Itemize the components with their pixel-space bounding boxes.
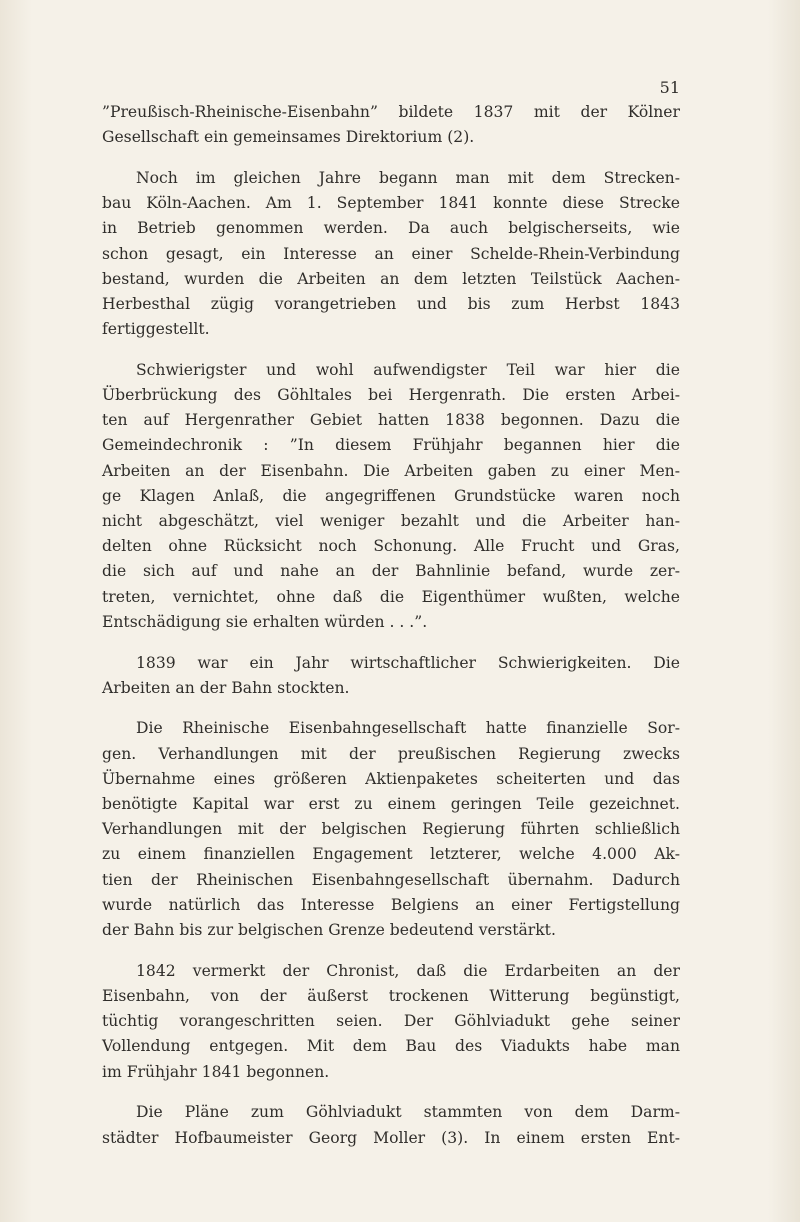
- text-line: tüchtig vorangeschritten seien. Der Göhlviadukt gehe seiner: [102, 1012, 680, 1031]
- text-line: schon gesagt, ein Interesse an einer Schelde-Rhein-Verbindung: [102, 244, 680, 263]
- text-line: städter Hofbaumeister Georg Moller (3). In einem ersten Ent-: [102, 1128, 680, 1147]
- text-line: Gesellschaft ein gemeinsames Direktorium (2).: [102, 128, 475, 147]
- text-line: Eisenbahn, von der äußerst trockenen Witterung begünstigt,: [102, 987, 680, 1005]
- text-line: Die Pläne zum Göhlviadukt stammten von dem Darm-: [136, 1103, 680, 1122]
- text-line: delten ohne Rücksicht noch Schonung. Alle Frucht und Gras,: [102, 537, 680, 556]
- text-line: bau Köln-Aachen. Am 1. September 1841 konnte diese Strecke: [102, 194, 680, 213]
- body-text: [102, 100, 680, 1166]
- paragraph: [102, 358, 680, 635]
- text-line: Herbesthal zügig vorangetrieben und bis zum Herbst 1843: [102, 294, 680, 313]
- text-line: nicht abgeschätzt, viel weniger bezahlt und die Arbeiter han-: [102, 512, 680, 531]
- text-line: Die Rheinische Eisenbahngesellschaft hatte finanzielle Sor-: [136, 719, 680, 738]
- text-line: Arbeiten an der Bahn stockten.: [102, 678, 350, 697]
- text-line: fertiggestellt.: [102, 320, 210, 339]
- text-line: ge Klagen Anlaß, die angegriffenen Grundstücke waren noch: [102, 486, 680, 505]
- text-line: Vollendung entgegen. Mit dem Bau des Viadukts habe man: [102, 1037, 680, 1056]
- text-line: Entschädigung sie erhalten würden . . .”.: [102, 612, 428, 631]
- text-line: wurde natürlich das Interesse Belgiens an einer Fertigstellung: [102, 895, 680, 914]
- text-line: Verhandlungen mit der belgischen Regierung führten schließlich: [102, 820, 680, 839]
- paragraph: [102, 716, 680, 943]
- page-number: 51: [659, 78, 680, 97]
- text-line: Arbeiten an der Eisenbahn. Die Arbeiten gaben zu einer Men-: [102, 461, 680, 480]
- text-line: Überbrückung des Göhltales bei Hergenrath. Die ersten Arbei-: [102, 386, 680, 405]
- text-line: Schwierigster und wohl aufwendigster Teil war hier die: [136, 360, 680, 379]
- paragraph: [102, 1100, 680, 1150]
- text-line: Gemeindechronik : ”In diesem Frühjahr begannen hier die: [102, 436, 680, 455]
- text-line: ten auf Hergenrather Gebiet hatten 1838 begonnen. Dazu die: [102, 411, 680, 430]
- text-line: 1839 war ein Jahr wirtschaftlicher Schwierigkeiten. Die: [136, 653, 680, 672]
- text-line: ”Preußisch-Rheinische-Eisenbahn” bildete 1837 mit der Kölner: [102, 103, 680, 121]
- text-line: Noch im gleichen Jahre begann man mit dem Strecken-: [136, 168, 680, 187]
- text-line: zu einem finanziellen Engagement letzterer, welche 4.000 Ak-: [102, 845, 680, 864]
- text-line: tien der Rheinischen Eisenbahngesellschaft übernahm. Dadurch: [102, 870, 680, 889]
- text-line: in Betrieb genommen werden. Da auch belgischerseits, wie: [102, 219, 680, 238]
- text-line: gen. Verhandlungen mit der preußischen Regierung zwecks: [102, 744, 680, 763]
- text-line: treten, vernichtet, ohne daß die Eigenthümer wußten, welche: [102, 587, 680, 606]
- text-line: 1842 vermerkt der Chronist, daß die Erdarbeiten an der: [136, 961, 680, 980]
- paragraph: [102, 166, 680, 342]
- paragraph: [102, 651, 680, 701]
- paragraph: [102, 959, 680, 1085]
- text-line: der Bahn bis zur belgischen Grenze bedeutend verstärkt.: [102, 921, 556, 940]
- paragraph: [102, 100, 680, 150]
- text-line: bestand, wurden die Arbeiten an dem letzten Teilstück Aachen-: [102, 269, 680, 288]
- text-line: im Frühjahr 1841 begonnen.: [102, 1062, 330, 1081]
- text-line: die sich auf und nahe an der Bahnlinie befand, wurde zer-: [102, 562, 680, 581]
- text-line: Übernahme eines größeren Aktienpaketes scheiterten und das: [102, 769, 680, 788]
- text-line: benötigte Kapital war erst zu einem geringen Teile gezeichnet.: [102, 795, 680, 814]
